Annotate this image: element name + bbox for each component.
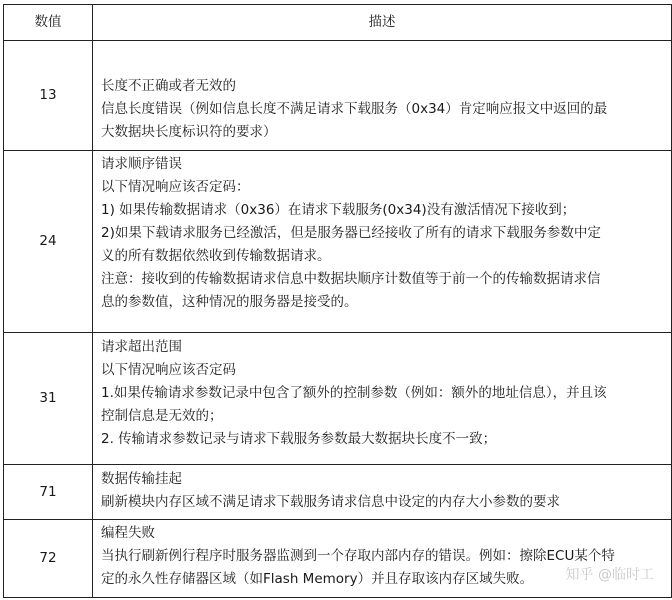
header-row: [4, 5, 672, 41]
table-row: [4, 333, 672, 465]
description-line: 数据传输挂起: [101, 471, 182, 487]
table-row: [4, 41, 672, 151]
row-description: [93, 520, 672, 598]
description-line: 当执行刷新例行程序时服务器监测到一个存取内部内存的错误。例如：擦除ECU某个特: [101, 548, 615, 564]
description-line: 以下情况响应该否定码：: [101, 179, 250, 195]
row-description: [93, 151, 672, 333]
description-line: 2)如果下载请求服务已经激活，但是服务器已经接收了所有的请求下载服务参数中定: [101, 225, 601, 241]
description-line: 编程失败: [101, 525, 155, 541]
description-line: 信息长度错误（例如信息长度不满足请求下载服务（0x34）肯定响应报文中返回的最: [101, 101, 608, 117]
description-line: 大数据块长度标识符的要求）: [101, 124, 277, 140]
description-line: 请求超出范围: [101, 339, 182, 355]
zhihu-watermark: [566, 564, 654, 584]
description-line: 息的参数值，这种情况的服务器是接受的。: [101, 294, 358, 310]
row-value: 31: [4, 333, 93, 465]
nrc-table: [3, 4, 672, 598]
description-line: 控制信息是无效的；: [101, 408, 223, 424]
description-line: 注意：接收到的传输数据请求信息中数据块顺序计数值等于前一个的传输数据请求信: [101, 271, 601, 287]
description-line: 2. 传输请求参数记录与请求下载服务参数最大数据块长度不一致；: [101, 431, 497, 447]
watermark-text: 知乎 @临时工: [565, 567, 654, 583]
table-row: [4, 520, 672, 598]
description-line: 请求顺序错误: [101, 156, 182, 172]
row-value: 13: [4, 41, 93, 151]
description-line: 定的永久性存储器区域（如Flash Memory）并且存取该内存区域失败。: [101, 571, 534, 587]
description-line: 1) 如果传输数据请求（0x36）在请求下载服务(0x34)没有激活情况下接收到；: [101, 202, 576, 218]
table-row: [4, 465, 672, 520]
description-line: 义的所有数据依然收到传输数据请求。: [101, 248, 331, 264]
row-description: [93, 41, 672, 151]
row-value: 71: [4, 465, 93, 520]
description-line: 以下情况响应该否定码: [101, 362, 236, 378]
row-description: [93, 333, 672, 465]
header-value: 数值: [4, 5, 93, 41]
header-description: 描述: [93, 5, 672, 41]
description-line: 刷新模块内存区域不满足请求下载服务请求信息中设定的内存大小参数的要求: [101, 494, 560, 510]
table-row: [4, 151, 672, 333]
row-value: 72: [4, 520, 93, 598]
description-line: 1.如果传输请求参数记录中包含了额外的控制参数（例如：额外的地址信息），并且该: [101, 385, 607, 401]
row-description: [93, 465, 672, 520]
row-value: 24: [4, 151, 93, 333]
description-line: 长度不正确或者无效的: [101, 78, 236, 94]
